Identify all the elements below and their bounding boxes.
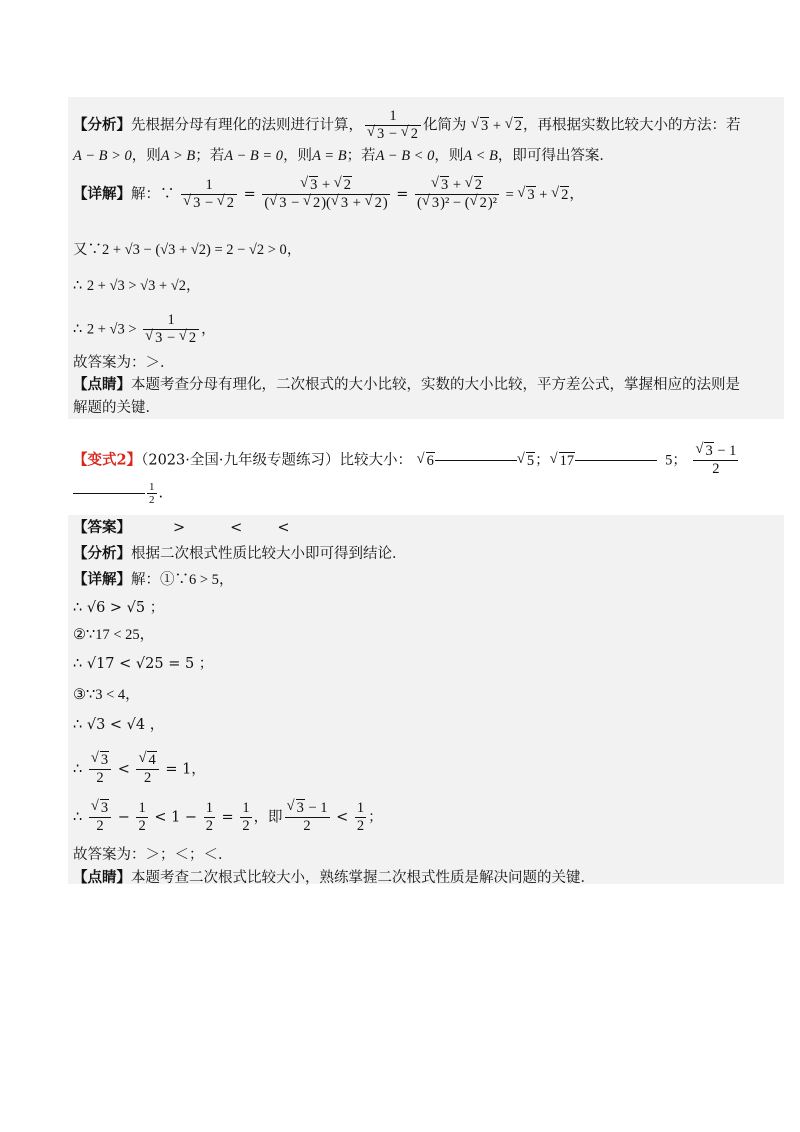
variant-tag: 【变式2】 xyxy=(73,451,142,469)
answer-tag-line xyxy=(73,519,289,537)
detail-s2-line-6: ∴ √3 < √4 ， xyxy=(73,717,165,733)
answer-blank-1[interactable] xyxy=(435,460,517,461)
detail-tag: 【详解】 xyxy=(73,185,131,203)
variant-question-line-2: $\frac{1}{2}$ . xyxy=(73,481,163,506)
answer-blank-2[interactable] xyxy=(575,460,657,461)
detail-s2-line-2: ∴ √6 > √5 ； xyxy=(73,600,165,616)
analysis-text: 先根据分母有理化的法则进行计算， xyxy=(131,117,363,134)
detail-line-3: ∴ 2 + √3 > √3 + √2， xyxy=(73,278,201,294)
comment-line-2: 解题的关键． xyxy=(73,400,160,416)
answer-line-1: 故答案为：＞． xyxy=(73,355,175,371)
analysis-tag: 【分析】 xyxy=(73,116,131,134)
variant-question-line-1: 【变式2】（2023·全国·九年级专题练习）比较大小： √ 6√ 5；√ 17 5； √ $\frac{3 - 1}{2}$ xyxy=(73,443,740,478)
answer-3: < xyxy=(277,520,290,536)
analysis-line-2: A − B > 0，则A > B；若A − B = 0，则A = B；若A − B < 0，则A < B，即可得出答案． xyxy=(73,148,614,164)
analysis-line-1: 【分析】先根据分母有理化的法则进行计算， 1 √ 3 − √ 2 化简为 √ 3 + √ 2，再根据实数比较大小的方法：若 xyxy=(73,108,740,143)
detail-line-1: 【详解】解：∵ 1 √ 3 − √ 2 = √ $\frac{3 + √ 2}{(√ 3 - √ 2)(√ 3 + √ 2)}$ = √ $\frac{3 + √ 2}{\text{(√ 3)² − (√ 2)²}}$ = √ 3 + √ 2， xyxy=(73,177,584,212)
detail-s2-line-7: ∴ √ $\frac{3}{2}$ < √ $\frac{4}{2}$ = 1， xyxy=(73,752,206,787)
comment-line-s2: 【点睛】本题考查二次根式比较大小，熟练掌握二次根式性质是解决问题的关键． xyxy=(73,869,595,886)
analysis-line-s2: 【分析】根据二次根式性质比较大小即可得到结论． xyxy=(73,545,407,562)
fraction-one-over-sqrt3-minus-sqrt2: 1 √ 3 − √ 2 xyxy=(365,108,421,143)
detail-s2-line-3: ②∵17 < 25， xyxy=(73,627,155,643)
expr-sqrt3-plus-sqrt2: √ 3 + √ 2 xyxy=(471,118,523,134)
detail-s2-line-4: ∴ √17 < √25 = 5 ； xyxy=(73,656,214,672)
answer-1: > xyxy=(173,520,186,536)
variant-source: （2023·全国·九年级专题练习）比较大小： xyxy=(141,452,412,469)
comment-tag: 【点睛】 xyxy=(73,376,131,393)
detail-s2-line-1: 【详解】解：①∵6 > 5， xyxy=(73,571,234,588)
answer-line-s2: 故答案为：＞；＜；＜． xyxy=(73,847,233,863)
detail-line-2: 又∵2 + √3 − (√3 + √2) = 2 − √2 > 0， xyxy=(73,242,302,258)
detail-s2-line-8: ∴ √ $\frac{3}{2}$ − $\frac{1}{2}$ < 1 − $\frac{1}{2}$ = $\frac{1}{2}$ ，即 √ $\frac{3 - 1}{2}$ < $\frac{1}{2}$ ； xyxy=(73,800,383,835)
answer-blank-3[interactable] xyxy=(73,493,145,494)
comment-line-1: 【点睛】本题考查分母有理化，二次根式的大小比较，实数的大小比较，平方差公式，掌握相应的法则是 xyxy=(73,376,740,393)
detail-line-4: ∴ 2 + √3 > 1 √ 3 − √ 2 ， xyxy=(73,312,216,347)
detail-s2-line-5: ③∵3 < 4， xyxy=(73,687,140,703)
answer-tag: 【答案】 xyxy=(73,519,131,536)
answer-2: < xyxy=(230,520,243,536)
